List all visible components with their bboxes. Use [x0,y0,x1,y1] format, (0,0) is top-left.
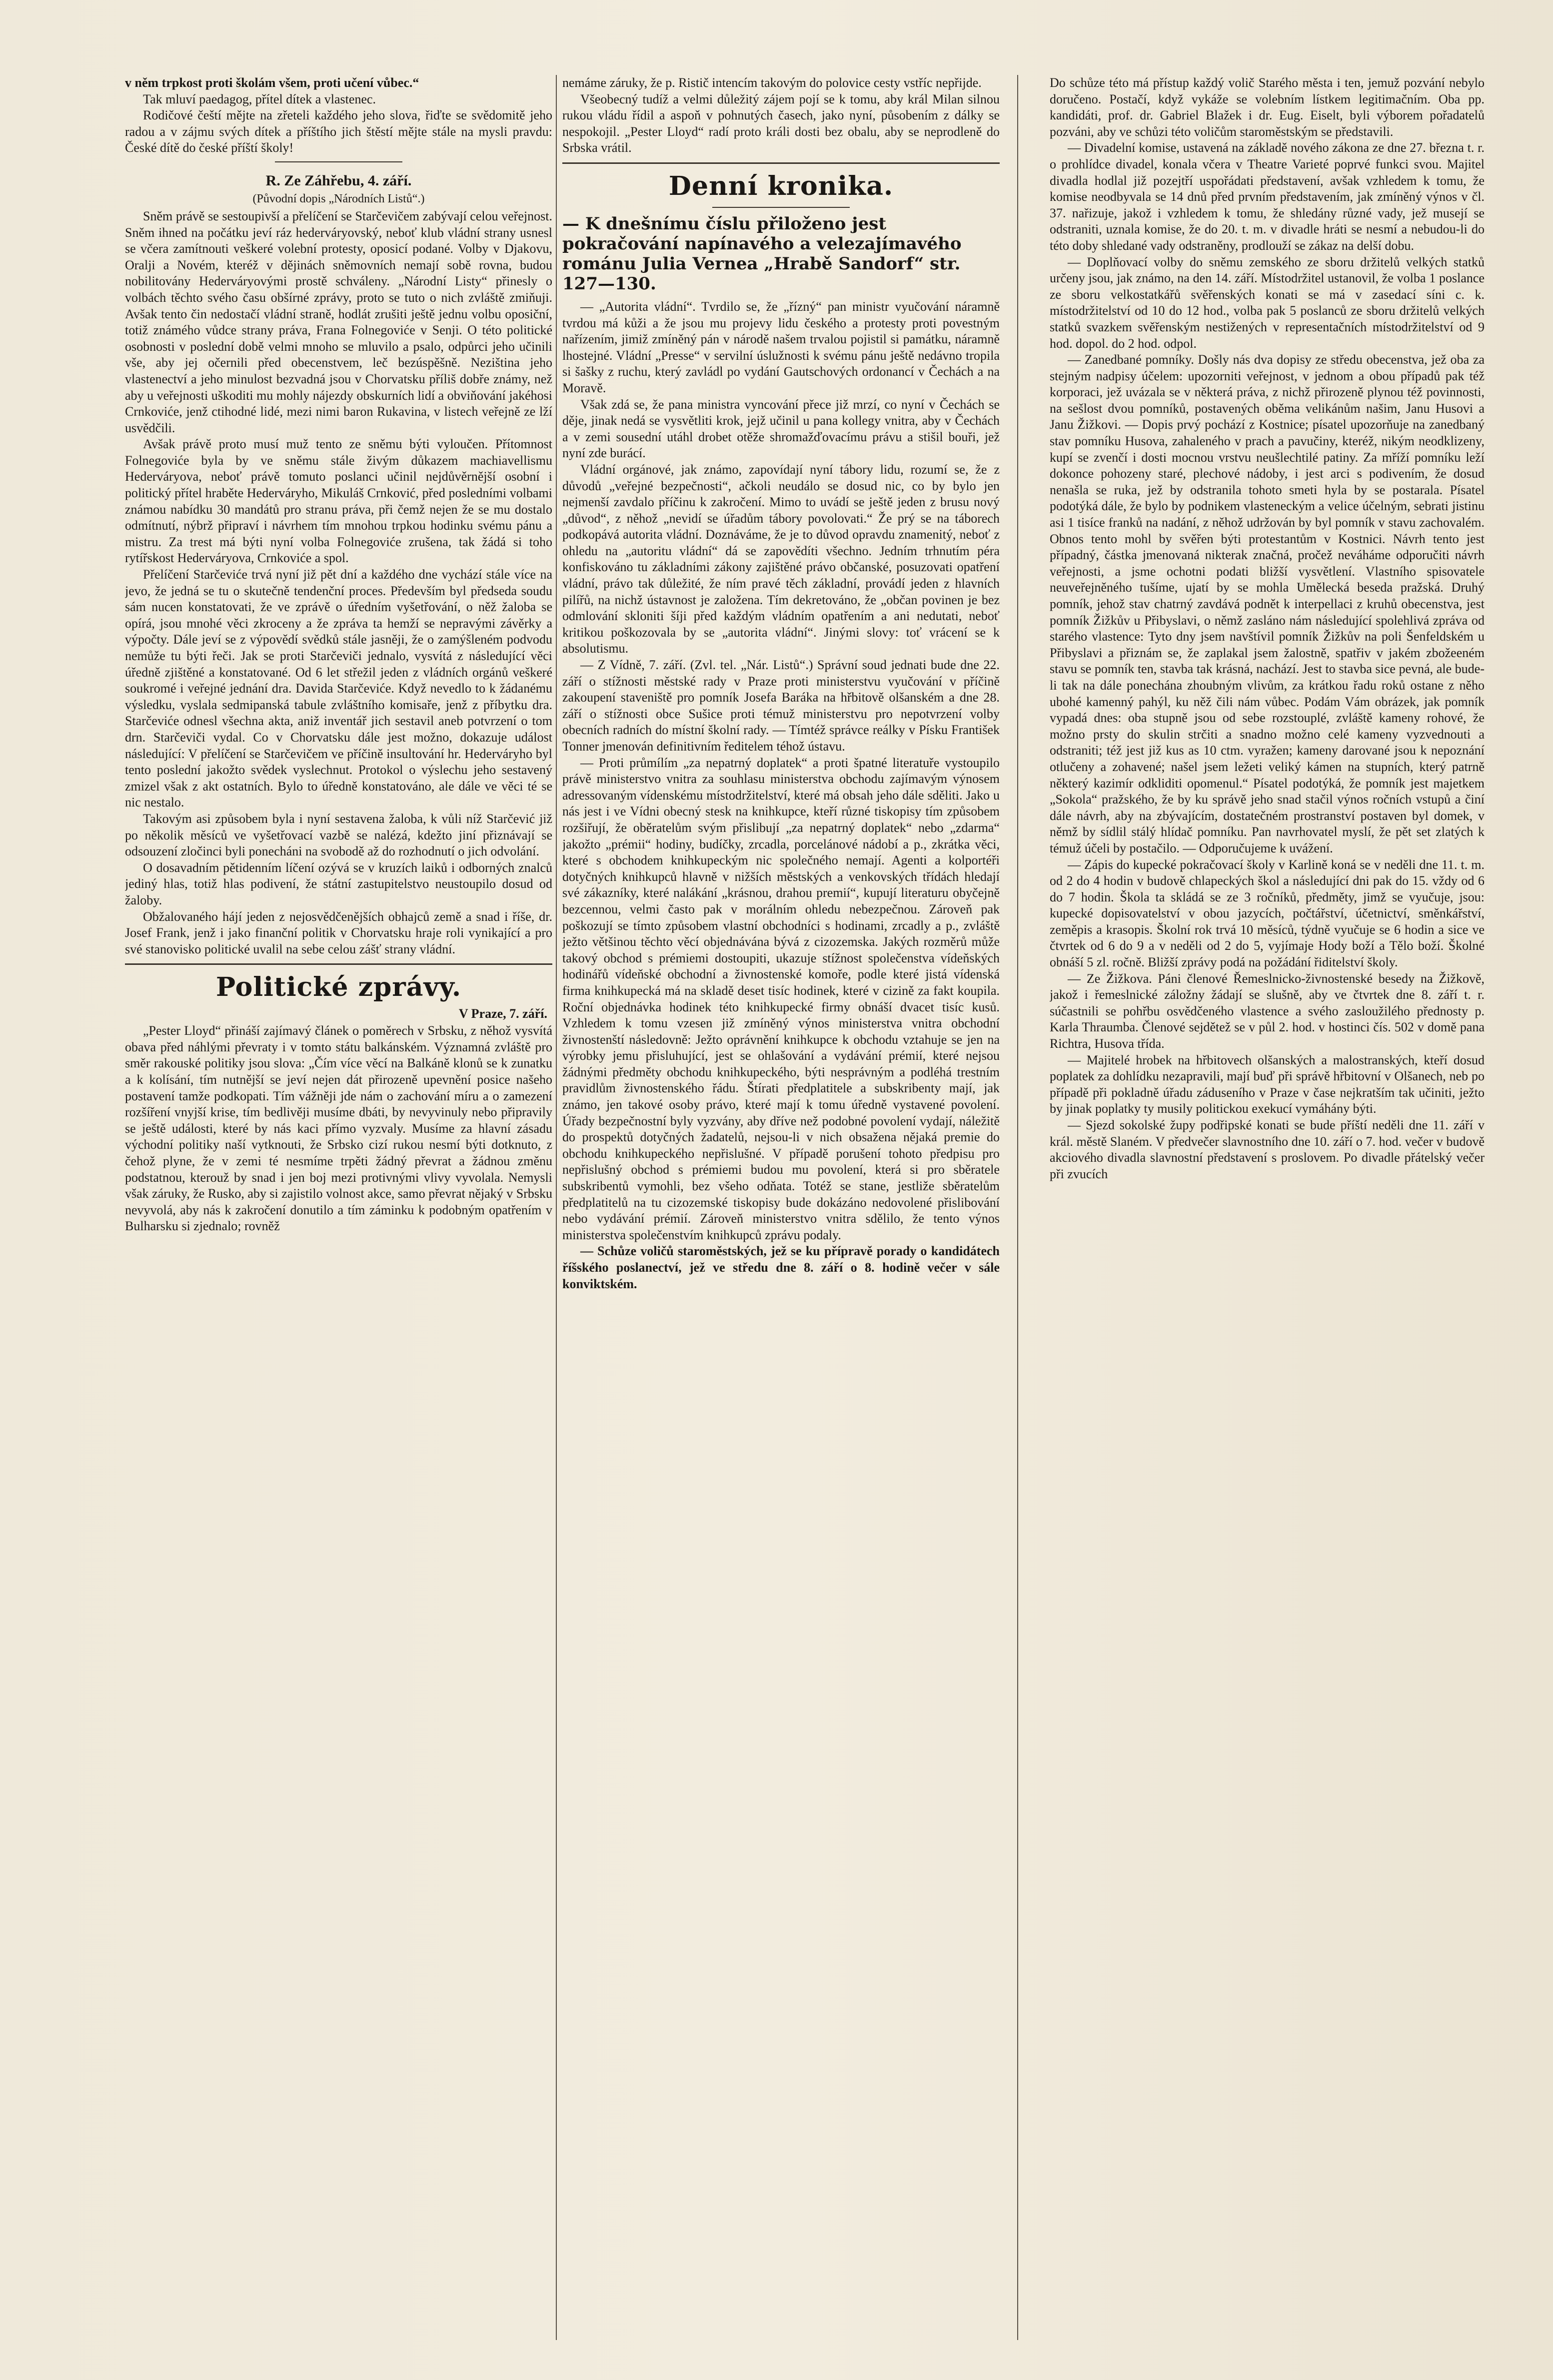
paragraph: — Sjezd sokolské župy podřipské konati se bude příští neděli dne 11. září v král. městě Slaném. V předvečer slavnostního dne 10. září o 7. hod. večer v budově akciového divadla slavnostní představení s proslovem. Po divadle přátelský večer při zvucích [1050,1118,1485,1181]
paragraph: — Ze Žižkova. Páni členové Řemeslnicko-živnostenské besedy na Žižkově, jakož i řemeslnické záložny žádají se slušně, aby ve čtvrtek dne 8. září t. r. súčastnili se pohřbu osvědčeného vlastence a svého zasloužilého přednosty p. Karla Thraumba. Členové sejdětež se v půl 2. hod. v hostinci čís. 502 v domě pana Richtra, Husova třída. [1050,971,1485,1051]
section-heading: Denní kronika. [668,170,894,201]
dateline: V Praze, 7. září. [458,1006,547,1021]
paragraph: Rodičové čeští mějte na zřeteli každého jeho slova, řiďte se svědomitě jeho radou a v zájmu svých dítek a příštího jich štěstí mějte stále na mysli pravdu: České dítě do české příští školy! [125,108,552,155]
paragraph: Do schůze této má přístup každý volič Starého města i ten, jemuž pozvání nebylo doručeno. Postačí, když vykáže se volebním lístkem legitimačním. Oba pp. kandidáti, prof. dr. Gabriel Blažek i dr. Eug. Eiselt, byli výborem pořadatelů pozváni, aby ve schůzi této voličům staroměstským se představili. [1050,75,1485,139]
paragraph: — Proti průmílím „za nepatrný doplatek“ a proti špatné literatuře vystoupilo právě ministerstvo vnitra za souhlasu ministerstva obchodu zajímavým výnosem adressovaným vídenskému místodržitelství, které má obsah jeho dále sděliti. Jako u nás jest i ve Vídni obecný stesk na knihkupce, kteří různé tiskopisy tím způsobem rozšiřují, že oběratelům svým přislibují „za nepatrný doplatek“ nebo „zdarma“ jakožto „prémii“ hodiny, budíčky, zrcadla, porcelánové nádobí a p., zkrátka věci, které s obchodem knihkupeckým nic společného nemají. Agenti a kolportéři dotyčných knihkupců hlavně v nižších městských a venkovských třídách hledají své zákazníky, které nalákání „krásnou, drahou premií“, kupují literaturu obyčejně bezcennou, velmi často pak v morálním ohledu nebezpečnou. Zároveň pak poškozují se tímto způsobem vlastní obchodníci s hodinami, zrcadly a p., zvláště ježto většinou těchto věcí objednávána bývá z cizozemska. Jakých rozměrů může takový obchod s prémiemi dostoupiti, ukazuje stížnost společenstva vídeňských hodinářů vídeňské obchodní a živnostenské komoře, podle které jistá vídenská firma knihkupecká má na skladě deset tisíc hodinek, které v cizině za fakt koupila. Roční objednávka hodinek této knihkupecké firmy obnáší dvacet tisíc kusů. Vzhledem k tomu vzesen již zmíněný výnos ministerstva vnitra obchodní živnostenští následovně: Ježto oprávnění knihkupce k obchodu vztahuje se jen na výrobky jemu přisluhující, jest se ohlašování a vydávání prémií, které nejsou žádnými předměty obchodu knihkupeckého, býti nesprávným a podléhá trestním pravidlům živnostenského řádu. Štírati předplatitele a subskribenty mají, jak známo, jen takové osoby právo, které mají k tomu úředně vystavené povolení. Úřady bezpečnostní byly vyzvány, aby dříve než podobné povolení vydají, náležitě do prospektů dotyčných žadatelů, nejsou-li v nich obsažena nějaká premie do obchodu knihkupeckého nepřislušné. V případě porušení tohoto předpisu pro nepřislušný obchod s prémiemi budou mu povolení, která si pro sběratele subskribentů vymohli, bez všeho odňata. Totéž se stane, jestliže sběratelům předplatitelů na tu cizozemské tiskopisy bude dokázáno nedovolené přislibování nebo vydávání prémií. Zároveň ministerstvo vnitra sdělilo, že tento výnos ministerstva společenstvím knihkupců zprávu podaly. [562,755,1000,1242]
divider [562,162,1000,164]
section-heading: Politické zprávy. [215,972,462,1003]
paragraph: Sněm právě se sestoupivší a přelíčení se Starčevičem zabývají celou veřejnost. Sněm ihned na počátku jeví ráz hederváryovský, neboť klub vládní strany usnesl se včera zamítnouti veškeré volební protesty, oposicí podané. Volby v Djakovu, Oralji a Novém, kteréž v dějinách sněmovních nemají sobě rovna, budou nobilitovány Hederváryovými prostě schváleny. „Národní Listy“ přinesly o volbách těchto svého času obšírné zprávy, proto se tuto o nich zvláště zmiňuji. Avšak tento čin nedostačí vládní straně, hodlát zrušiti ještě jednu volbu oposiční, totiž známého vůdce strany práva, Frana Folnegoviće v Senji. O této politické osobnosti v poslední době velmi mnoho se mluvilo a psalo, odpůrci jeho učinili vše, aby jej očernili před obecenstvem, leč bezúspěšně. Neziština jeho vlastenectví a jeho minulost bezvadná jsou v Chorvatsku příliš dobře známy, než aby u veřejnosti uškoditi mu mohly nájezdy obskurních lidí a obviňování jakéhosi Crnkoviće, jenž ctihodné lidé, mezi nimi baron Rukavina, v listech veřejně ze lží usvědčili. [125,208,552,435]
column-divider [1017,75,1018,2340]
paragraph: Avšak právě proto musí muž tento ze sněmu býti vyloučen. Přítomnost Folnegoviće byla by ve sněmu stále živým důkazem machiavellismu Hederváryova, neboť právě tomuto poslanci učinil nejdůvěrnější osobní i politický přítel hraběte Hederváryho, Mikuláš Crnković, před posledními volbami známou nabídku 30 mandátů pro stranu práva, při čemž nejen že se mu dostalo odmítnutí, nýbrž připraví i návrhem tím mnohou trpkou hodinku svému pánu a mistru. Za trest má býti nyní volba Folnegoviće zrušena, tak žádá si toho rytířskost Hederváryova, Crnkoviće a spol. [125,437,552,566]
paragraph: Vládní orgánové, jak známo, zapovídají nyní tábory lidu, rozumí se, že z důvodů „veřejné bezpečnosti“, ačkoli neudálo se dosud nic, co by bylo jen nejmenší zavdalo příčinu k zakročení. Mimo to uvádí se ještě jeden z brusu nový „důvod“, z něhož „nevidí se úřadům tábory povolovati.“ Že prý se na táborech podkopává autorita vládní. Doznáváme, že je to důvod opravdu znamenitý, neboť z ohledu na „autoritu vládní“ dá se zapovědíti všechno. Jedním trhnutím péra konfiskováno tu základními zákony zajištěné právo občanské, posuzovati opatření vládní, právo tak důležité, že ním pravé těch základní, provádí jeden z hlavních pilířů, na nichž ústavnost je založena. Tím dekretováno, že „občan povinen je bez odmlování skloniti šíji před každým vládním opatřením a ani nedutati, neboť kritikou poškozovala by se „autorita vládní“. Jinými slovy: toť vrácení se k absolutismu. [562,462,1000,656]
paragraph: — „Autorita vládní“. Tvrdilo se, že „řízný“ pan ministr vyučování náramně tvrdou má kůži a že jsou mu projevy lidu českého a protesty proti povestným nařízením, jimiž zmíněný pán v národě našem trvalou pojistil si památku, náramně lhostejné. Vládní „Presse“ v servilní úslužnosti k svému pánu ještě nedávno tropila si šašky z ruchu, který zavládl po vydání Gautschových ordonancí v Čechách a na Moravě. [562,299,1000,395]
paragraph: — Zápis do kupecké pokračovací školy v Karlině koná se v neděli dne 11. t. m. od 2 do 4 hodin v budově chlapeckých škol a následující dni pak do 15. vždy od 6 do 7 hodin. Škola ta skládá se ze 3 ročníků, předměty, jimž se vyučuje, jsou: kupecké dopisovatelství v obou jazycích, počtářství, účetnictví, směnkářství, zeměpis a krasopis. Školní rok trvá 10 měsíců, týdně vyučuje se 6 hodin a sice ve čtvrtek od 6 do 9 a v neděli od 2 do 5, vyjímaje Hody boží a Tělo boží. Školné obnáší 5 zl. ročně. Bližší zprávy podá na požádání řiditelství školy. [1050,857,1485,970]
paragraph: Všeobecný tudíž a velmi důležitý zájem pojí se k tomu, aby král Milan silnou rukou vládu řídil a aspoň v pohnutých časech, jako nyní, působením z dálky se nespokojil. „Pester Lloyd“ radí proto králi dosti bez obalu, aby se neprodleně do Srbska vrátil. [562,91,1000,155]
paragraph: „Pester Lloyd“ přináší zajímavý článek o poměrech v Srbsku, z něhož vysvítá obava před náhlými převraty i v tomto státu balkánském. Významná zvláště pro směr rakouské politiky jsou slova: „Čím více věcí na Balkáně klonů se k zunatku a k kolísání, tím nutnější se jeví nejen dát přirozeně upevnění posice našeho postavení tamže podkopati. Tím vážněji jde nám o zachování míru a o zamezení rozšíření vnyjší krise, tím bedlivěji musíme dbáti, by nevyvinuly nebo připravily se ještě události, které by nás kaci přímo vyzvaly. Musíme za hlavní zásadu východní politiky naší vytknouti, že Srbsko cizí rukou nesmí býti dotknuto, z čehož plyne, že v zemi té nesmíme trpěti žádný převrat a žádnou změnu podstatnou, kterouž by snad i jen boj mezi protivnými vlivy vyvolala. Nemysli však záruky, že Rusko, aby si zajistilo volnost akce, samo převrat nějaký v Srbsku nevyvolá, aby nás k zakročení donutilo a tím záminku k podobným opatřením v Bulharsku si zjednalo; rovněž [125,1023,552,1234]
column-right [1050,75,1485,2355]
paragraph: — Majitelé hrobek na hřbitovech olšanských a malostranských, kteří dosud poplatek za dohlídku nezapravili, mají buď při správě hřbitovní v Olšanech, neb po případě při pokladně úřadu záduseního v Praze v čase nejkratším tak učiniti, ježto by jinak poplatky ty musily politickou exekucí vymáhány býti. [1050,1052,1485,1116]
paragraph: — Doplňovací volby do sněmu zemského ze sboru držitelů velkých statků určeny jsou, jak známo, na den 14. září. Místodržitel ustanovil, že volba 1 poslance ze sboru velkostatkářů svěřenských konati se má v zasedací síni c. k. místodržitelství od 10 do 12 hod., volba pak 5 poslanců ze sboru držitelů velkých statků svazkem svěřenským nestižených v representačních místodržitelství od 9 hod. dopol. do 2 hod. odpol. [1050,254,1485,351]
divider [275,161,402,162]
paragraph: nemáme záruky, že p. Ristič intencím takovým do polovice cesty vstříc nepřijde. [562,75,982,90]
paragraph: Tak mluví paedagog, přítel dítek a vlastenec. [143,91,376,106]
column-divider [556,75,557,2340]
column-left [125,75,552,2355]
paragraph: — Zanedbané pomníky. Došly nás dva dopisy ze středu obecenstva, jež oba za stejným nadpisy účelem: upozorniti veřejnost, v jednom a obou případů pak též korporaci, jež uvázala se v některá práva, z nichž přirozeně plynou též povinnosti, na sešlost dvou pomníků, postavených oběma velikánům našim, Janu Husovi a Janu Žižkovi. — Dopis prvý pochází z Kostnice; písatel upozorňuje na zanedbaný stav pomníku Husova, zahaleného v prach a pavučiny, kteréž, nikým neodklizeny, kupí se zvenčí i dosti mocnou vrstvu neušlechtilé patiny. Za mříží pomníku leží dokonce pohozeny staré, plechové nádoby, i jest arci s podivením, že dosud nenašla se ruka, jež by odstranila tohoto smeti hyla by se postarala. Písatel podotýká dále, že bylo by podnikem vlasteneckým a velice účelným, sebrati jistinu asi 1 tisíce franků na nadání, z něhož udržován by byl pomník v stavu zachovalém. Obnos tento mohl by svěřen býti protestantům v Kostnici. Návrh tento jest případný, částka jmenovaná nikterak značná, pročež neváháme odporučiti návrh veřejnosti, a jsme ochotni podati bližší vysvětlení. Vlastního spisovatele neuveřejněného tušíme, ujatí by se mohla Umělecká beseda pražská. Druhý pomník, jehož stav chatrný zavdává podnět k interpellaci z kruhů obecenstva, jest pomník Žižkův u Přibyslavi, o němž zasláno nám následující spolehlivá zpráva od starého vlastence: Tyto dny jsem navštívil pomník Žižkův na poli Šenfeldském u Přibyslavi a přiznám se, že zaplakal jsem žalostně, spatřiv v jakém zbožeeném stavu se pomník ten, stavba tak krásná, nachází. Jest to stavba sice pevná, ale bude-li tak na dále ponechána zhoubným vlivům, za krátkou řadu roků ostane z něho ubohé kamenný pahýl, ku něž čili nám vůbec. Podám Vám obrázek, jak pomník vypadá dnes: oba stupně jsou od sebe rozstouplé, zvláště kameny rohové, že možno prsty do skulin strčiti a snadno možno celé kameny vyzvednouti a odstraniti; též jest již kus as 10 ctm. vyražen; kameny darované jsou k nepoznání otlučeny a zohavené; našel jsem ležeti veliký kámen na stupních, který patrně některý kazimír odkliditi opomenul.“ Písatel podotýká, že pomník jest majetkem „Sokola“ pražského, že by ku správě jeho snad stačil výnos ročních vstupů a činí dále návrh, aby na zbývajícím, dostatečném prostranství postaven byl domek, v němž by sídlil stálý hlídač pomníku. Pan navrhovatel myslí, že pět set zlatých k témuž účeli by postačilo. — Odporučujeme k uvážení. [1050,352,1485,855]
article-heading: R. Ze Záhřebu, 4. září. [265,172,412,189]
paragraph: v něm trpkost proti školám všem, proti učení vůbec.“ [125,75,419,90]
divider [125,963,552,965]
paragraph: — Divadelní komise, ustavená na základě nového zákona ze dne 27. března t. r. o prohlídce divadel, konala včera v Theatre Varieté poprvé funkci svou. Majitel divadla hodlal již pozejtří uspořádati představení, avšak vzhledem k tomu, že komise neodbyvala se 14 dnů před prvním představením, jak zmíněný výnos v čl. 37. nařizuje, jakož i vzhledem k tomu, že shledány různé vady, jež musejí se odstraniti, uznala komise, že do 20. t. m. v divadle hráti se nesmí a nebudou-li do této doby shledané vady odstraněny, prodlouží se zákaz na delší dobu. [1050,140,1485,253]
column-middle [562,75,1000,2355]
paragraph: — Z Vídně, 7. září. (Zvl. tel. „Nár. Listů“.) Správní soud jednati bude dne 22. září o stížnosti městské rady v Praze proti ministerstvu vyučování v příčině zakoupení staveniště pro pomník Josefa Baráka na hřbitově olšanském a dne 28. září o stížnosti obce Sušice proti témuž ministerstvu pro nepotvrzení volby obecních radních do místní školní rady. — Tímtéž správce reálky v Písku František Tonner jmenován definitivním ředitelem téhož ústavu. [562,658,1000,754]
paragraph: O dosavadním pětidenním líčení ozývá se v kruzích laiků i odborných znalců jediný hlas, totiž hlas podivení, že státní zastupitelstvo neustoupilo dosud od žaloby. [125,860,552,907]
paragraph: — Schůze voličů staroměstských, jež se ku přípravě porady o kandidátech říšského poslanectví, jež ve středu dne 8. září o 8. hodině večer v sále konviktském. [562,1244,1000,1291]
paragraph: Však zdá se, že pana ministra vyncování přece již mrzí, co nyní v Čechách se děje, jinak nedá se vysvětliti krok, jejž učinil u pana kollegy vnitra, aby v Čechách a v zemi sousední utáhl drobet otěže shromažďovacímu právu a stišil bouři, jež nyní zde burácí. [562,397,1000,461]
paragraph: Takovým asi způsobem byla i nyní sestavena žaloba, k vůli níž Starčević již po několik měsíců ve vyšetřovací vazbě se nalézá, kdežto jiní přiznávají se odsouzení zločinci byli ponecháni na svobodě až do rozhodnutí o jich odvolání. [125,811,552,859]
divider [712,207,850,208]
paragraph: Obžalovaného hájí jeden z nejosvědčenějších obhajců země a snad i říše, dr. Josef Frank, jenž i jako finanční politik v Chorvatsku hraje roli vynikající a pro své stanovisko politické uvalil na sebe celou zášť strany vládní. [125,909,552,956]
paragraph: Přelíčení Starčeviće trvá nyní již pět dní a každého dne vychází stále více na jevo, že jedná se tu o skutečně tendenční proces. Především byl předseda soudu sám nucen konstatovati, že ve zprávě o úředním vyšetřování, o něž žaloba se opírá, jsou mnohé věci zkroceny a že zpráva ta hemží se nepravými závěrky a výpočty. Dále jeví se z výpovědí svědků stále jasněji, že o zamýšleném podvodu nemůže tu býti řeči. Jak se proti Starčeviči jednalo, vysvítá z následující věci úředně zjištěné a konstatované. Od 6 let střežil jeden z vládních orgánů veškeré soukromé i veřejné jednání dra. Davida Starčeviće. Když nevedlo to k žádanému výsledku, vyslala sedmipanská tabule zvláštního komisaře, jenž z příbytku dra. Starčeviće odnesl všechna akta, aniž inventář jich sestavil aneb potvrzení o tom drn. Starčeviči vydal. Co v Chorvatsku dále jest možno, dokazuje událost následující: V přelíčení se Starčevičem ve příčině insultování hr. Hederváryho byl tento poslední jakožto svědek vyslechnut. Protokol o výslechu jeho sestavený zmizel však z akt ostatních. Bylo to úředně konstatováno, ale dále ve věci té se nic nestalo. [125,567,552,810]
article-subnote: (Původní dopis „Národních Listů“.) [252,192,425,205]
lead-notice: — K dnešnímu číslu přiloženo jest pokračování napínavého a velezajímavého románu Julia Vernea „Hrabě Sandorf“ str. 127—130. [562,213,962,294]
